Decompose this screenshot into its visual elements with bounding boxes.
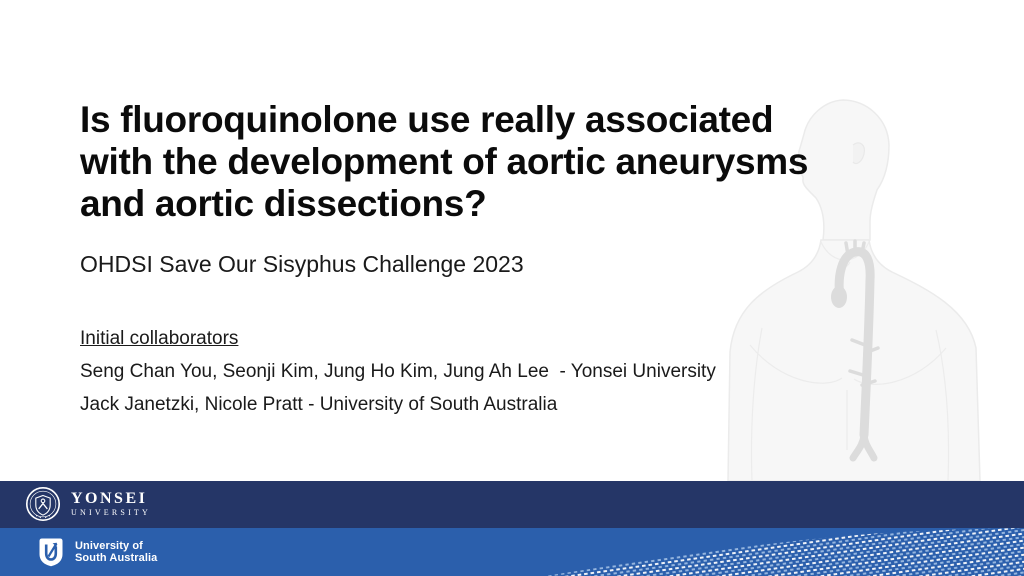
footer-blue-bar xyxy=(0,528,1024,576)
unisa-line-2: South Australia xyxy=(75,552,158,564)
yonsei-university-logo xyxy=(25,486,151,522)
yonsei-wordmark xyxy=(71,491,151,518)
yonsei-subname: UNIVERSITY xyxy=(71,507,151,517)
title-line-1: Is fluoroquinolone use really associated xyxy=(80,99,774,140)
yonsei-seal-icon xyxy=(25,486,61,522)
unisa-shield-icon xyxy=(38,537,64,567)
unisa-wordmark xyxy=(75,540,157,565)
title-line-3: and aortic dissections? xyxy=(80,183,487,224)
footer-navy-bar xyxy=(0,481,1024,528)
unisa-logo xyxy=(38,537,157,567)
yonsei-name: YONSEI xyxy=(71,489,148,507)
collaborators-heading: Initial collaborators xyxy=(80,328,239,349)
collaborator-line-unisa: Jack Janetzki, Nicole Pratt - University of South Australia xyxy=(80,394,558,415)
collaborator-line-yonsei: Seng Chan You, Seonji Kim, Jung Ho Kim, Jung Ah Lee - Yonsei University xyxy=(80,361,716,382)
slide-title xyxy=(80,99,870,225)
slide-subtitle: OHDSI Save Our Sisyphus Challenge 2023 xyxy=(80,251,524,277)
unisa-line-1: University of xyxy=(75,539,143,552)
title-line-2: with the development of aortic aneurysms xyxy=(80,141,809,182)
